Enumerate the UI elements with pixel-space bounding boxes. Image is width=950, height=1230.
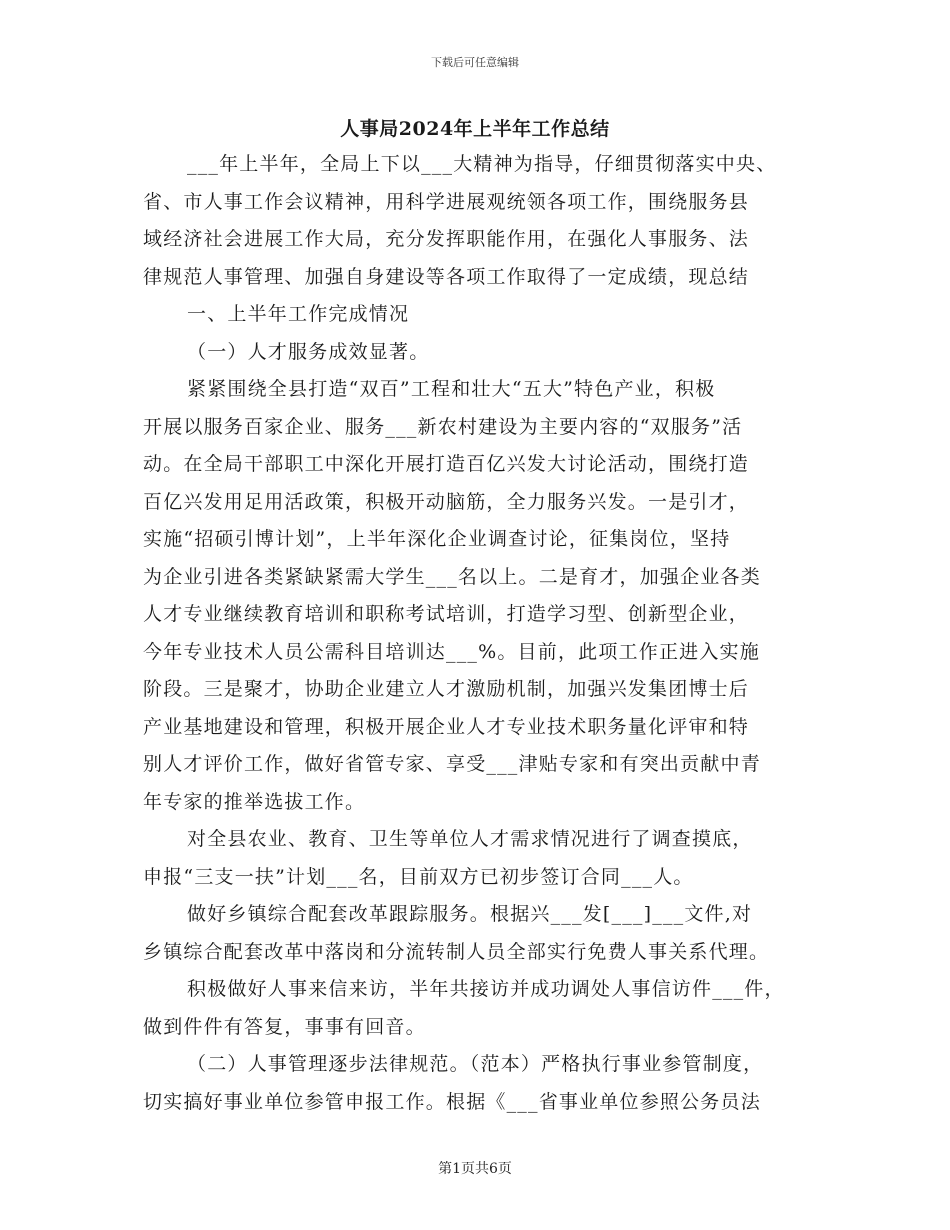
- body-line: 积极做好人事来信来访，半年共接访并成功调处人事信访件___件，: [187, 978, 785, 1000]
- body-line: 阶段。三是聚才，协助企业建立人才激励机制，加强兴发集团博士后: [143, 678, 750, 700]
- body-line: 开展以服务百家企业、服务___新农村建设为主要内容的“双服务”活: [143, 415, 743, 438]
- body-line: 年专家的推举选拔工作。: [143, 790, 366, 813]
- body-line: 乡镇综合配套改革中落岗和分流转制人员全部实行免费人事关系代理。: [143, 940, 770, 963]
- body-line: 动。在全局干部职工中深化开展打造百亿兴发大讨论活动，围绕打造: [143, 453, 750, 475]
- body-line: 做到件件有答复，事事有回音。: [143, 1015, 426, 1038]
- body-line: 申报“三支一扶”计划___名，目前双方已初步签订合同___人。: [143, 865, 694, 888]
- document-body: [143, 146, 815, 1121]
- body-line: 省、市人事工作会议精神，用科学进展观统领各项工作，围绕服务县: [143, 190, 750, 213]
- body-line: 对全县农业、教育、卫生等单位人才需求情况进行了调查摸底，: [187, 828, 753, 850]
- body-line: 人才专业继续教育培训和职称考试培训，打造学习型、创新型企业，: [143, 603, 750, 625]
- body-line: 紧紧围绕全县打造“双百”工程和壮大“五大”特色产业，积极: [187, 378, 716, 400]
- page-number: 第1页共6页: [438, 1161, 512, 1177]
- document-title: 人事局2024年上半年工作总结: [340, 118, 610, 140]
- subsection-heading: （二）人事管理逐步法律规范。（范本）严格执行事业参管制度，: [187, 1053, 764, 1075]
- subsection-heading: （一）人才服务成效显著。: [187, 340, 430, 363]
- body-line: 实施“招硕引博计划”，上半年深化企业调查讨论，征集岗位，坚持: [143, 528, 731, 550]
- body-line: 律规范人事管理、加强自身建设等各项工作取得了一定成绩，现总结: [143, 265, 750, 288]
- body-line: 今年专业技术人员公需科目培训达___%。目前，此项工作正进入实施: [143, 640, 760, 663]
- body-line: 产业基地建设和管理，积极开展企业人才专业技术职务量化评审和特: [143, 715, 750, 738]
- body-line: 为企业引进各类紧缺紧需大学生___名以上。二是育才，加强企业各类: [143, 565, 761, 588]
- body-line: 别人才评价工作，做好省管专家、享受___津贴专家和有突出贡献中青: [143, 753, 761, 775]
- section-heading: 一、上半年工作完成情况: [187, 303, 410, 325]
- body-line: 切实搞好事业单位参管申报工作。根据《___省事业单位参照公务员法: [143, 1090, 761, 1113]
- header-note: 下载后可任意编辑: [431, 56, 519, 69]
- body-line: ___年上半年，全局上下以___大精神为指导，仔细贯彻落实中央、: [187, 153, 777, 175]
- body-line: 域经济社会进展工作大局，充分发挥职能作用，在强化人事服务、法: [143, 228, 750, 250]
- body-line: 百亿兴发用足用活政策，积极开动脑筋，全力服务兴发。一是引才，: [143, 490, 750, 513]
- body-line: 做好乡镇综合配套改革跟踪服务。根据兴___发[___]___文件,对: [187, 903, 753, 925]
